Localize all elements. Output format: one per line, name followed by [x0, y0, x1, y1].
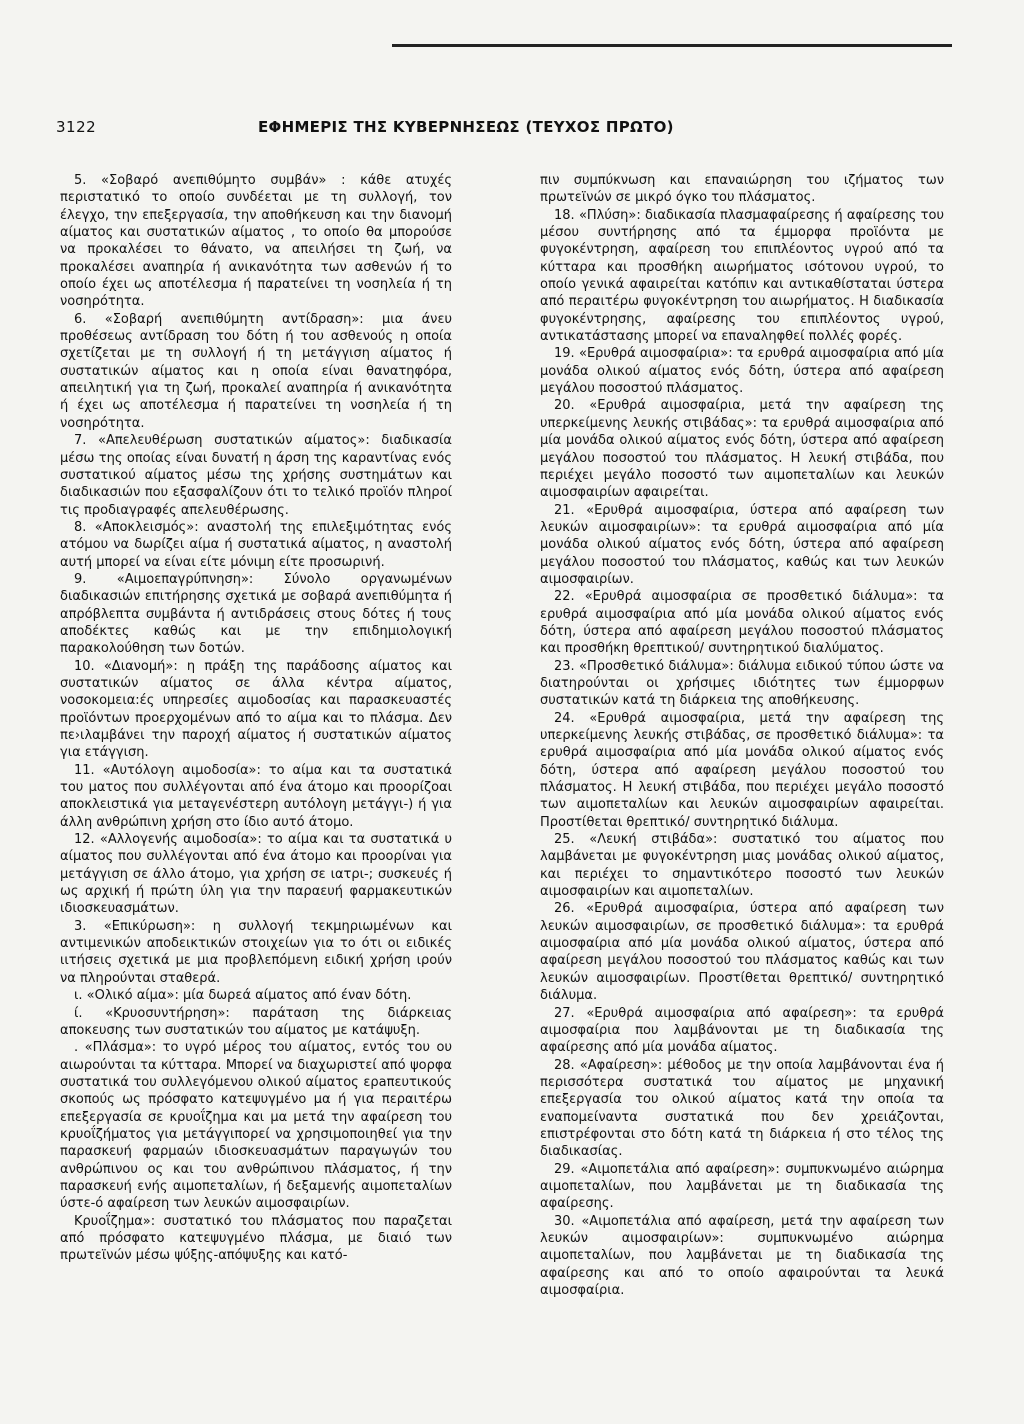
paragraph: 27. «Ερυθρά αιμοσφαίρια από αφαίρεση»: τα ερυθρά αιμοσφαίρια που λαμβάνονται με τη διαδικασία της αφαίρεσης από μία μονάδα αίματος. — [540, 1005, 944, 1056]
paragraph: ί. «Κρυοσυντήρηση»: παράταση της διάρκειας αποκευσης των συστατικών του αίματος με κατάψυξη. — [60, 1005, 452, 1038]
paragraph: 26. «Ερυθρά αιμοσφαίρια, ύστερα από αφαίρεση των λευκών αιμοσφαιρίων, σε προσθετικό διάλυμα»: τα ερυθρά αιμοσφαίρια από μία μονάδα ολικού αίματος, ύστερα από αφαίρεση μεγάλου ποσοστού του πλάσματος καθώς και των λευκών αιμοσφαιρίων. Προστίθεται θρεπτικό/ συντηρητικό διάλυμα. — [540, 901, 944, 1004]
paragraph: 5. «Σοβαρό ανεπιθύμητο συμβάν» : κάθε ατυχές περιστατικό το οποίο συνδέεται με τη συλλογή, τον έλεγχο, την επεξεργασία, την αποθήκευση και την διανομή αίματος και συστατικών αίματος , το οποίο θα μπορούσε να προκαλέσει το θάνατο, να απειλήσει τη ζωή, να προκαλέσει αναπηρία ή ανικανότητα των ασθενών ή το οποίο έχει ως αποτέλεσμα ή παρατείνει τη νοσηλεία ή τη νοσηρότητα. — [60, 173, 452, 310]
paragraph: 11. «Αυτόλογη αιμοδοσία»: το αίμα και τα συστατικά του ματος που συλλέγονται από ένα άτομο και προορίζοαι αποκλειστικά για μεταγενέστερη αυτόλογη μετάγγι-) ή για άλλη ανθρώπινη χρήση στο ίδιο αυτό άτομο. — [60, 762, 452, 830]
paragraph: 30. «Αιμοπετάλια από αφαίρεση, μετά την αφαίρεση των λευκών αιμοσφαιρίων»: συμπυκνωμένο αιώρημα αιμοπεταλίων, που λαμβάνεται με τη διαδικασία της αφαίρεσης και από το οποίο αφαιρούνται τα λευκά αιμοσφαίρια. — [540, 1213, 944, 1298]
paragraph: 3. «Επικύρωση»: η συλλογή τεκμηριωμένων και αντιμενικών αποδεικτικών στοιχείων για το ότι οι ειδικές ιιτήσεις σχετικά με μια προβλεπόμενη ειδική χρήση ιρούν να πληρούνται σταθερά. — [60, 918, 452, 986]
paragraph: . «Πλάσμα»: το υγρό μέρος του αίματος, εντός του ου αιωρούνται τα κύτταρα. Μπορεί να διαχωριστεί από ψορφα συστατικά του συλλεγόμενου ολικού αίματος ερaπευτικούς σκοπούς ως πρόσφατο κατεψυγμένο μα ή για περαιτέρω επεξεργασία σε κρυοΐζημα και μα μετά την αφαίρεση του κρυοΐζήματος για μετάγγιπορεί να χρησιμοποιηθεί για την παρασκευή φαρμαών ιδιοσκευασμάτων παραγωγών του ανθρώπινου ος και του ανθρώπινου πλάσματος, ή την παρασκευή ενής αιμοπεταλίων, ή δεξαμενής αιμοπεταλίων ύστε-ό αφαίρεση των λευκών αιμοσφαιρίων. — [60, 1040, 452, 1212]
page-number: 3122 — [56, 118, 97, 136]
paragraph: 8. «Αποκλεισμός»: αναστολή της επιλεξιμότητας ενός ατόμου να δωρίζει αίμα ή συστατικά αίματος, η αναστολή αυτή μπορεί να είναι είτε μόνιμη είτε προσωρινή. — [60, 519, 452, 570]
paragraph: 29. «Αιμοπετάλια από αφαίρεση»: συμπυκνωμένο αιώρημα αιμοπεταλίων, που λαμβάνεται με τη διαδικασία της αφαίρεσης. — [540, 1161, 944, 1212]
top-rule — [392, 44, 952, 47]
paragraph: 12. «Αλλογενής αιμοδοσία»: το αίμα και τα συστατικά υ αίματος που συλλέγονται από ένα άτομο και προορίναι για μετάγγιση σε άλλο άτομο, για χρήση σε ιατρι-; συσκευές ή ως αρχική ή πρώτη ύλη για την παραευή φαρμακευτικών ιδιοσκευασμάτων. — [60, 832, 452, 917]
paragraph: 22. «Ερυθρά αιμοσφαίρια σε προσθετικό διάλυμα»: τα ερυθρά αιμοσφαίρια από μία μονάδα ολικού αίματος ενός δότη, ύστερα από αφαίρεση μεγάλου ποσοστού πλάσματος και προσθήκη θρεπτικού/ συντηρητικού διαλύματος. — [540, 589, 944, 657]
paragraph: 6. «Σοβαρή ανεπιθύμητη αντίδραση»: μια άνευ προθέσεως αντίδραση του δότη ή του ασθενούς η οποία σχετίζεται με τη συλλογή ή τη μετάγγιση αίματος ή συστατικών αίματος και η οποία είναι θανατηφόρα, απειλητική για τη ζωή, προκαλεί αναπηρία ή ανικανότητα ή έχει ως αποτέλεσμα ή παρατείνει τη νοσηλεία ή τη νοσηρότητα. — [60, 311, 452, 431]
paragraph: 19. «Ερυθρά αιμοσφαίρια»: τα ερυθρά αιμοσφαίρια από μία μονάδα ολικού αίματος ενός δότη, ύστερα από αφαίρεση μεγάλου ποσοστού πλάσματος. — [540, 346, 944, 397]
paragraph: 9. «Αιμοεπαγρύπνηση»: Σύνολο οργανωμένων διαδικασιών επιτήρησης σχετικά με σοβαρά ανεπιθύμητα ή απρόβλεπτα συμβάντα ή αντιδράσεις στους δότες ή τους αποδέκτες καθώς και με την επιδημιολογική παρακολούθηση των δοτών. — [60, 571, 452, 657]
paragraph: 23. «Προσθετικό διάλυμα»: διάλυμα ειδικού τύπου ώστε να διατηρούνται οι χρήσιμες ιδιότητες των έμμορφων συστατικών κατά τη διάρκεια της αποθήκευσης. — [540, 658, 944, 709]
paragraph: πιν συμπύκνωση και επαναιώρηση του ιζήματος των πρωτεϊνών σε μικρό όγκο του πλάσματος. — [540, 173, 944, 206]
paragraph: Κρυοΐζημα»: συστατικό του πλάσματος που παραζεται από πρόσφατο κατεψυγμένο πλάσμα, με διαιό των πρωτεϊνών μέσω ψύξης-απόψυξης και κατό- — [60, 1213, 452, 1264]
paragraph: 21. «Ερυθρά αιμοσφαίρια, ύστερα από αφαίρεση των λευκών αιμοσφαιρίων»: τα ερυθρά αιμοσφαίρια από μία μονάδα ολικού αίματος ενός δότη, ύστερα από αφαίρεση μεγάλου ποσοστού του πλάσματος, καθώς και των λευκών αιμοσφαιρίων. — [540, 502, 944, 587]
paragraph: 28. «Αφαίρεση»: μέθοδος με την οποία λαμβάνονται ένα ή περισσότερα συστατικά του αίματος με μηχανική επεξεργασία του ολικού αίματος κατά την οποία τα εναπομείναντα συστατικά που δεν χρειάζονται, επιστρέφονται στο δότη κατά τη διάρκεια ή στο τέλος της διαδικασίας. — [540, 1057, 944, 1160]
paragraph: 25. «Λευκή στιβάδα»: συστατικό του αίματος που λαμβάνεται με φυγοκέντρηση μιας μονάδας ολικού αίματος, και περιέχει το σημαντικότερο ποσοστό των λευκών αιμοσφαιρίων και αιμοπεταλίων. — [540, 832, 944, 900]
paragraph: 20. «Ερυθρά αιμοσφαίρια, μετά την αφαίρεση της υπερκείμενης λευκής στιβάδας»: τα ερυθρά αιμοσφαίρια από μία μονάδα ολικού αίματος ενός δότη, ύστερα από αφαίρεση μεγάλου ποσοστού του πλάσματος. Η λευκή στιβάδα, που περιέχει μεγάλο ποσοστό των αιμοπεταλίων και λευκών αιμοσφαιρίων αφαιρείται. — [540, 398, 944, 501]
paragraph: 18. «Πλύση»: διαδικασία πλασμαφαίρεσης ή αφαίρεσης του μέσου συντήρησης από τα έμμορφα προϊόντα με φυγοκέντρηση, αφαίρεση του επιπλέοντος υγρού από τα κύτταρα και προσθήκη αιωρήματος ισότονου υγρού, το οποίο γενικά αφαιρείται κατόπιν και αντικαθίσταται ύστερα από περαιτέρω φυγοκέντρηση του αιωρήματος. Η διαδικασία φυγοκέντρησης, αφαίρεσης του επιπλέοντος υγρού, αντικατάστασης μπορεί να επαναληφθεί πολλές φορές. — [540, 207, 944, 345]
paragraph: 24. «Ερυθρά αιμοσφαίρια, μετά την αφαίρεση της υπερκείμενης λευκής στιβάδας, σε προσθετικό διάλυμα»: τα ερυθρά αιμοσφαίρια από μία μονάδα ολικού αίματος ενός δότη, ύστερα από αφαίρεση μεγάλου ποσοστού του πλάσματος. Η λευκή στιβάδα, που περιέχει μεγάλο ποσοστό των αιμοπεταλίων και λευκών αιμοσφαιρίων αφαιρείται. Προστίθεται θρεπτικό/ συντηρητικό διάλυμα. — [540, 710, 944, 830]
right-column — [540, 172, 944, 1299]
left-column — [60, 172, 452, 1265]
paragraph: 7. «Απελευθέρωση συστατικών αίματος»: διαδικασία μέσω της οποίας είναι δυνατή η άρση της καραντίνας ενός συστατικού αίματος μέσω της χρήσης συστημάτων και διαδικασιών που εξασφαλίζουν ότι το τελικό προϊόν πληροί τις προδιαγραφές απελευθέρωσης. — [60, 433, 452, 518]
running-header: ΕΦΗΜΕΡΙΣ ΤΗΣ ΚΥΒΕΡΝΗΣΕΩΣ (ΤΕΥΧΟΣ ΠΡΩΤΟ) — [258, 118, 674, 136]
paragraph: 10. «Διανομή»: η πράξη της παράδοσης αίματος και συστατικών αίματος σε άλλα κέντρα αίματος, νοσοκομεια:ές υπηρεσίες αιμοδοσίας και παρασκευαστές προϊόντων προερχομένων από το αίμα και το πλάσμα. Δεν πε›ιλαμβάνει την παροχή αίματος ή συστατικών αίματος για ετάγγιση. — [60, 658, 452, 761]
paragraph: ι. «Ολικό αίμα»: μία δωρεά αίματος από έναν δότη. — [74, 988, 412, 1004]
